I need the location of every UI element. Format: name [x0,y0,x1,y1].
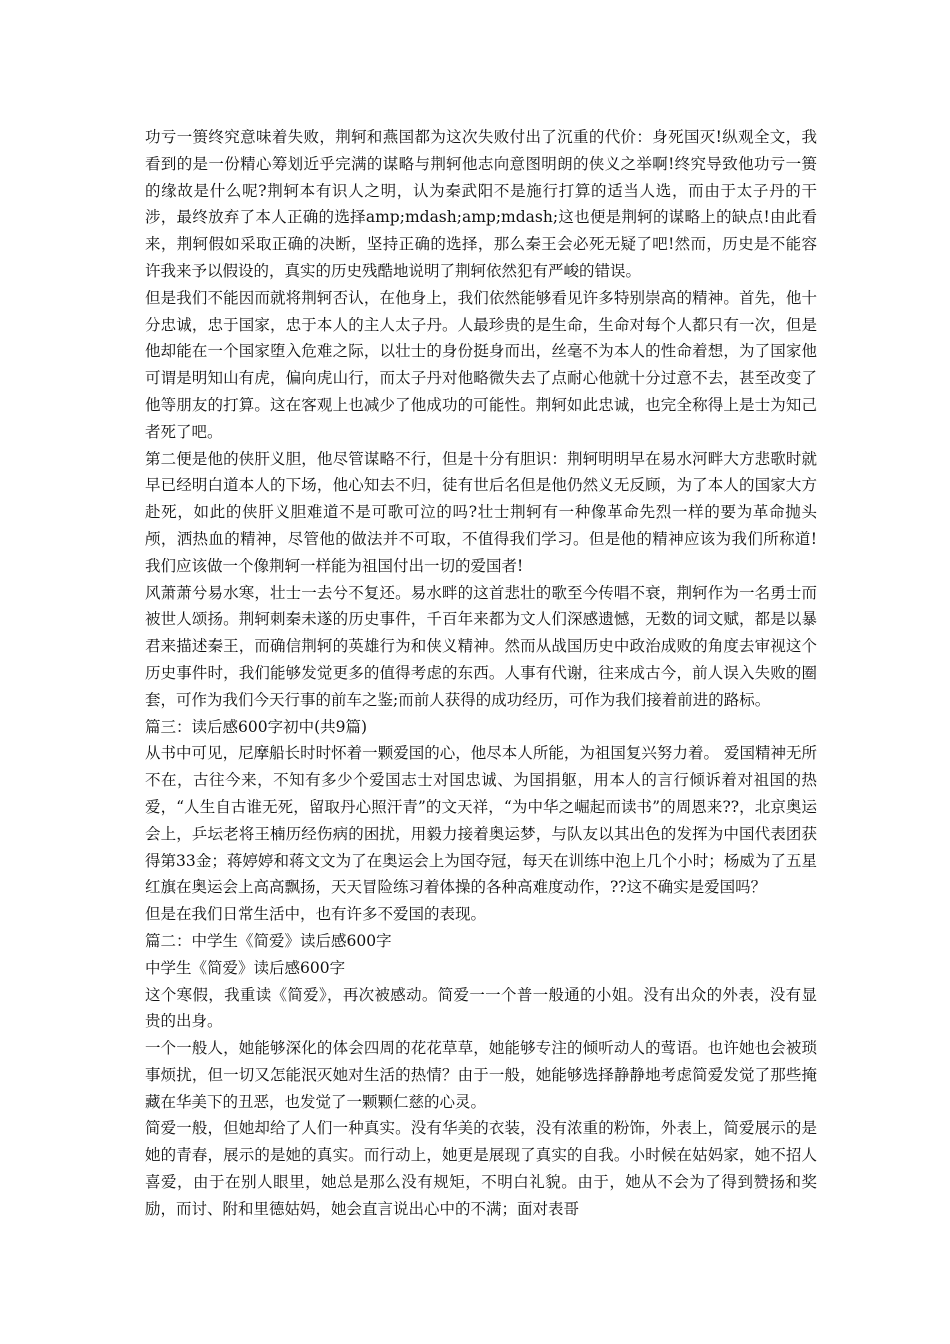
paragraph-9: 简爱一般，但她却给了人们一种真实。没有华美的衣装，没有浓重的粉饰，外表上，简爱展示的是她的青春，展示的是她的真实。而行动上，她更是展现了真实的自我。小时候在姑妈家，她不招人喜爱，由于在别人眼里，她总是那么没有规矩，不明白礼貌。由于，她从不会为了得到赞扬和奖励，而讨、附和里德姑妈，她会直言说出心中的不满；面对表哥 [145,1119,817,1218]
essay-title: 中学生《简爱》读后感600字 [145,958,346,977]
paragraph-4: 风萧萧兮易水寒，壮士一去兮不复还。易水畔的这首悲壮的歌至今传唱不衰，荆轲作为一名勇士而被世人颂扬。荆轲刺秦未遂的历史事件，千百年来都为文人们深感遗憾，无数的词文赋，都是以暴君来描述秦王，而确信荆轲的英雄行为和侠义精神。然而从战国历史中政治成败的角度去审视这个历史事件时，我们能够发觉更多的值得考虑的东西。人事有代谢，往来成古今，前人误入失败的圈套，可作为我们今天行事的前车之鉴;而前人获得的成功经历，可作为我们接着前进的路标。 [145,583,817,709]
paragraph-1: 功亏一篑终究意味着失败，荆轲和燕国都为这次失败付出了沉重的代价：身死国灭!纵观全文，我看到的是一份精心筹划近乎完满的谋略与荆轲他志向意图明朗的侠义之举啊!终究导致他功亏一篑的缘故是什么呢?荆轲本有识人之明，认为秦武阳不是施行打算的适当人选，而由于太子丹的干涉，最终放弃了本人正确的选择amp;mdash;amp;mdash;这也便是荆轲的谋略上的缺点!由此看来，荆轲假如采取正确的决断，坚持正确的选择，那么秦王会必死无疑了吧!然而，历史是不能容许我来予以假设的，真实的历史残酷地说明了荆轲依然犯有严峻的错误。 [145,128,817,280]
paragraph-2: 但是我们不能因而就将荆轲否认，在他身上，我们依然能够看见许多特别崇高的精神。首先，他十分忠诚，忠于国家，忠于本人的主人太子丹。人最珍贵的是生命，生命对每个人都只有一次，但是他却能在一个国家堕入危难之际，以壮士的身份挺身而出，丝毫不为本人的性命着想，为了国家他可谓是明知山有虎，偏向虎山行，而太子丹对他略微失去了点耐心他就十分过意不去，甚至改变了他等朋友的打算。这在客观上也减少了他成功的可能性。荆轲如此忠诚，也完全称得上是士为知己者死了吧。 [145,288,817,441]
paragraph-7: 这个寒假，我重读《简爱》，再次被感动。简爱一一个普一般通的小姐。没有出众的外表，没有显贵的出身。 [145,985,817,1031]
section-heading-3: 篇三：读后感600字初中(共9篇) [145,717,368,736]
paragraph-5: 从书中可见，尼摩船长时时怀着一颗爱国的心，他尽本人所能，为祖国复兴努力着。 爱国精神无所不在，古往今来，不知有多少个爱国志士对国忠诚、为国捐躯，用本人的言行倾诉着对祖国的热爱，“人生自古谁无死，留取丹心照汗青”的文天祥，“为中华之崛起而读书”的周恩来??，北京奥运会上，乒坛老将王楠历经伤病的困扰，用毅力接着奥运梦，与队友以其出色的发挥为中国代表团获得第33金；蒋婷婷和蒋文文为了在奥运会上为国夺冠，每天在训练中泡上几个小时；杨威为了五星红旗在奥运会上高高飘扬，天天冒险练习着体操的各种高难度动作，??这不确实是爱国吗？ [145,744,817,897]
paragraph-6: 但是在我们日常生活中，也有许多不爱国的表现。 [145,905,487,924]
paragraph-3: 第二便是他的侠肝义胆，他尽管谋略不行，但是十分有胆识：荆轲明明早在易水河畔大方悲歌时就早已经明白道本人的下场，他心知去不归，徒有世后名但是他仍然义无反顾，为了本人的国家大方赴死，如此的侠肝义胆难道不是可歌可泣的吗?壮士荆轲有一种像革命先烈一样的要为革命抛头颅，洒热血的精神，尽管他的做法并不可取，不值得我们学习。但是他的精神应该为我们所称道!我们应该做一个像荆轲一样能为祖国付出一切的爱国者! [145,449,817,575]
section-heading-2: 篇二：中学生《简爱》读后感600字 [145,931,392,950]
paragraph-8: 一个一般人，她能够深化的体会四周的花花草草，她能够专注的倾听动人的莺语。也许她也会被琐事烦扰，但一切又怎能泯灭她对生活的热情？由于一般，她能够选择静静地考虑简爱发觉了那些掩藏在华美下的丑恶，也发觉了一颗颗仁慈的心灵。 [145,1039,817,1111]
document-page [145,124,817,1223]
